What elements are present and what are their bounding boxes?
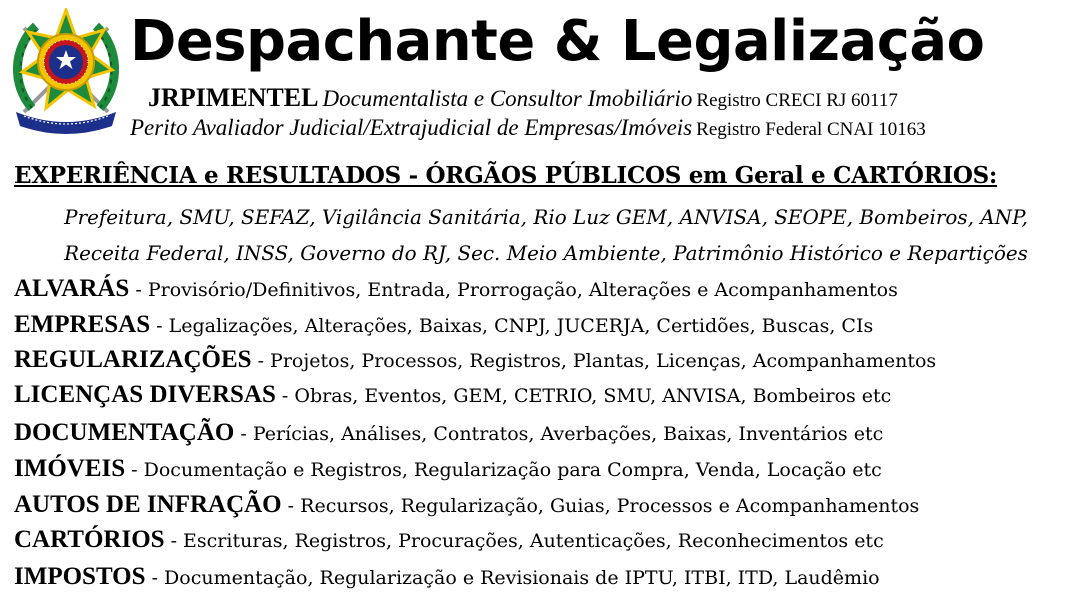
service-name: IMPOSTOS xyxy=(14,563,146,590)
service-item xyxy=(14,308,873,344)
service-description: - Provisório/Definitivos, Entrada, Prorrogação, Alterações e Acompanhamentos xyxy=(129,279,898,301)
creci-registration: Registro CRECI RJ 60117 xyxy=(696,90,898,111)
service-item xyxy=(14,560,880,596)
service-description: - Documentação, Regularização e Revisionais de IPTU, ITBI, ITD, Laudêmio xyxy=(145,567,880,589)
owner-name: JRPIMENTEL xyxy=(148,83,319,112)
service-item xyxy=(14,343,936,379)
service-description: - Perícias, Análises, Contratos, Averbações, Baixas, Inventários etc xyxy=(234,423,884,445)
cnai-registration: Registro Federal CNAI 10163 xyxy=(696,119,926,140)
service-name: ALVARÁS xyxy=(14,275,130,302)
section-heading: EXPERIÊNCIA e RESULTADOS - ÓRGÃOS PÚBLICOS em Geral e CARTÓRIOS: xyxy=(14,162,998,189)
service-description: - Documentação e Registros, Regularização para Compra, Venda, Locação etc xyxy=(125,459,882,481)
service-description: - Projetos, Processos, Registros, Plantas, Licenças, Acompanhamentos xyxy=(251,350,937,372)
service-item xyxy=(14,416,883,452)
service-item xyxy=(14,272,898,308)
service-description: - Obras, Eventos, GEM, CETRIO, SMU, ANVISA, Bombeiros etc xyxy=(275,385,892,407)
service-item xyxy=(14,523,884,559)
service-name: AUTOS DE INFRAÇÃO xyxy=(14,491,282,518)
service-name: IMÓVEIS xyxy=(14,455,126,482)
header-line-1 xyxy=(148,84,898,116)
owner-role: Documentalista e Consultor Imobiliário xyxy=(322,86,693,111)
service-description: - Escrituras, Registros, Procurações, Autenticações, Reconhecimentos etc xyxy=(164,530,884,552)
page-title: Despachante & Legalização xyxy=(130,9,985,74)
service-name: DOCUMENTAÇÃO xyxy=(14,419,235,446)
agencies-line: Prefeitura, SMU, SEFAZ, Vigilância Sanitária, Rio Luz GEM, ANVISA, SEOPE, Bombeiros, ANP, xyxy=(64,205,1028,229)
service-item xyxy=(14,452,882,488)
service-item xyxy=(14,488,919,524)
service-name: REGULARIZAÇÕES xyxy=(14,346,252,373)
service-name: LICENÇAS DIVERSAS xyxy=(14,381,276,408)
service-description: - Recursos, Regularização, Guias, Processos e Acompanhamentos xyxy=(281,495,920,517)
service-description: - Legalizações, Alterações, Baixas, CNPJ, JUCERJA, Certidões, Buscas, CIs xyxy=(150,315,874,337)
header-line-2 xyxy=(130,114,926,145)
perito-role: Perito Avaliador Judicial/Extrajudicial de Empresas/Imóveis xyxy=(130,115,693,140)
service-name: CARTÓRIOS xyxy=(14,526,165,553)
brazil-coat-of-arms-icon xyxy=(6,8,126,134)
service-name: EMPRESAS xyxy=(14,311,151,338)
service-item xyxy=(14,378,891,414)
agencies-line: Receita Federal, INSS, Governo do RJ, Sec. Meio Ambiente, Patrimônio Histórico e Repartições xyxy=(64,241,1028,265)
